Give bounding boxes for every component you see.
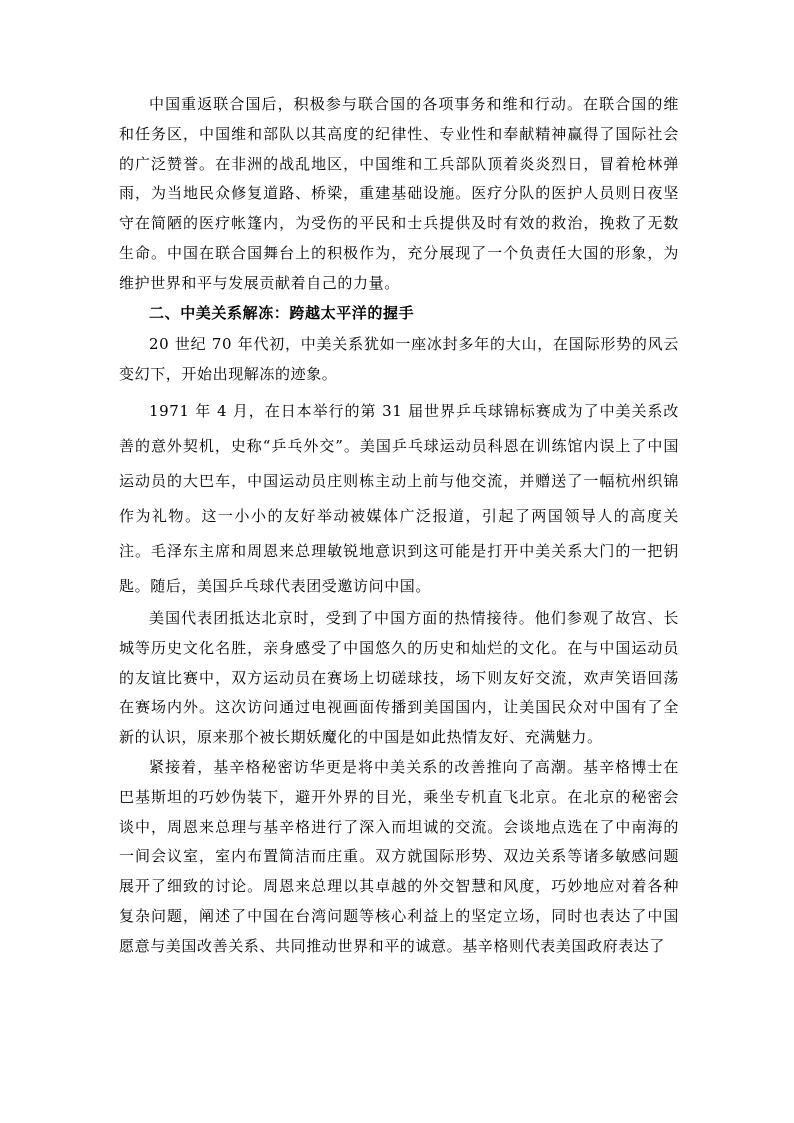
paragraph-ping-pong-diplomacy: 1971 年 4 月，在日本举行的第 31 届世界乒乓球锦标赛成为了中美关系改善的意外契机，史称“乒乓外交”。美国乒乓球运动员科恩在训练馆内误上了中国运动员的大巴车，中国运动员庄则栋主动上前与他交流，并赠送了一幅杭州织锦作为礼物。这一小小的友好举动被媒体广泛报道，引起了两国领导人的高度关注。毛泽东主席和周恩来总理敏锐地意识到这可能是打开中美关系大门的一把钥匙。随后，美国乒乓球代表团受邀访问中国。 <box>119 401 679 595</box>
section-heading: 二、中美关系解冻：跨越太平洋的握手 <box>149 303 415 322</box>
paragraph-un-peacekeeping: 中国重返联合国后，积极参与联合国的各项事务和维和行动。在联合国的维和任务区，中国维和部队以其高度的纪律性、专业性和奉献精神赢得了国际社会的广泛赞誉。在非洲的战乱地区，中国维和工兵部队顶着炎炎烈日，冒着枪林弹雨，为当地民众修复道路、桥梁，重建基础设施。医疗分队的医护人员则日夜坚守在简陋的医疗帐篷内，为受伤的平民和士兵提供及时有效的救治，挽救了无数生命。中国在联合国舞台上的积极作为，充分展现了一个负责任大国的形象，为维护世界和平与发展贡献着自己的力量。 <box>119 95 679 292</box>
document-page <box>119 90 679 962</box>
paragraph-kissinger-visit: 紧接着，基辛格秘密访华更是将中美关系的改善推向了高潮。基辛格博士在巴基斯坦的巧妙伪装下，避开外界的目光，乘坐专机直飞北京。在北京的秘密会谈中，周恩来总理与基辛格进行了深入而坦诚的交流。会谈地点选在了中南海的一间会议室，室内布置简洁而庄重。双方就国际形势、双边关系等诸多敏感问题展开了细致的讨论。周恩来总理以其卓越的外交智慧和风度，巧妙地应对着各种复杂问题，阐述了中国在台湾问题等核心利益上的坚定立场，同时也表达了中国愿意与美国改善关系、共同推动世界和平的诚意。基辛格则代表美国政府表达了 <box>119 757 679 955</box>
paragraph-delegation-visit: 美国代表团抵达北京时，受到了中国方面的热情接待。他们参观了故宫、长城等历史文化名胜，亲身感受了中国悠久的历史和灿烂的文化。在与中国运动员的友谊比赛中，双方运动员在赛场上切磋球技，场下则友好交流，欢声笑语回荡在赛场内外。这次访问通过电视画面传播到美国国内，让美国民众对中国有了全新的认识，原来那个被长期妖魔化的中国是如此热情友好、充满魅力。 <box>119 608 679 747</box>
paragraph-thaw-intro: 20 世纪 70 年代初，中美关系犹如一座冰封多年的大山，在国际形势的风云变幻下，开始出现解冻的迹象。 <box>119 335 679 384</box>
